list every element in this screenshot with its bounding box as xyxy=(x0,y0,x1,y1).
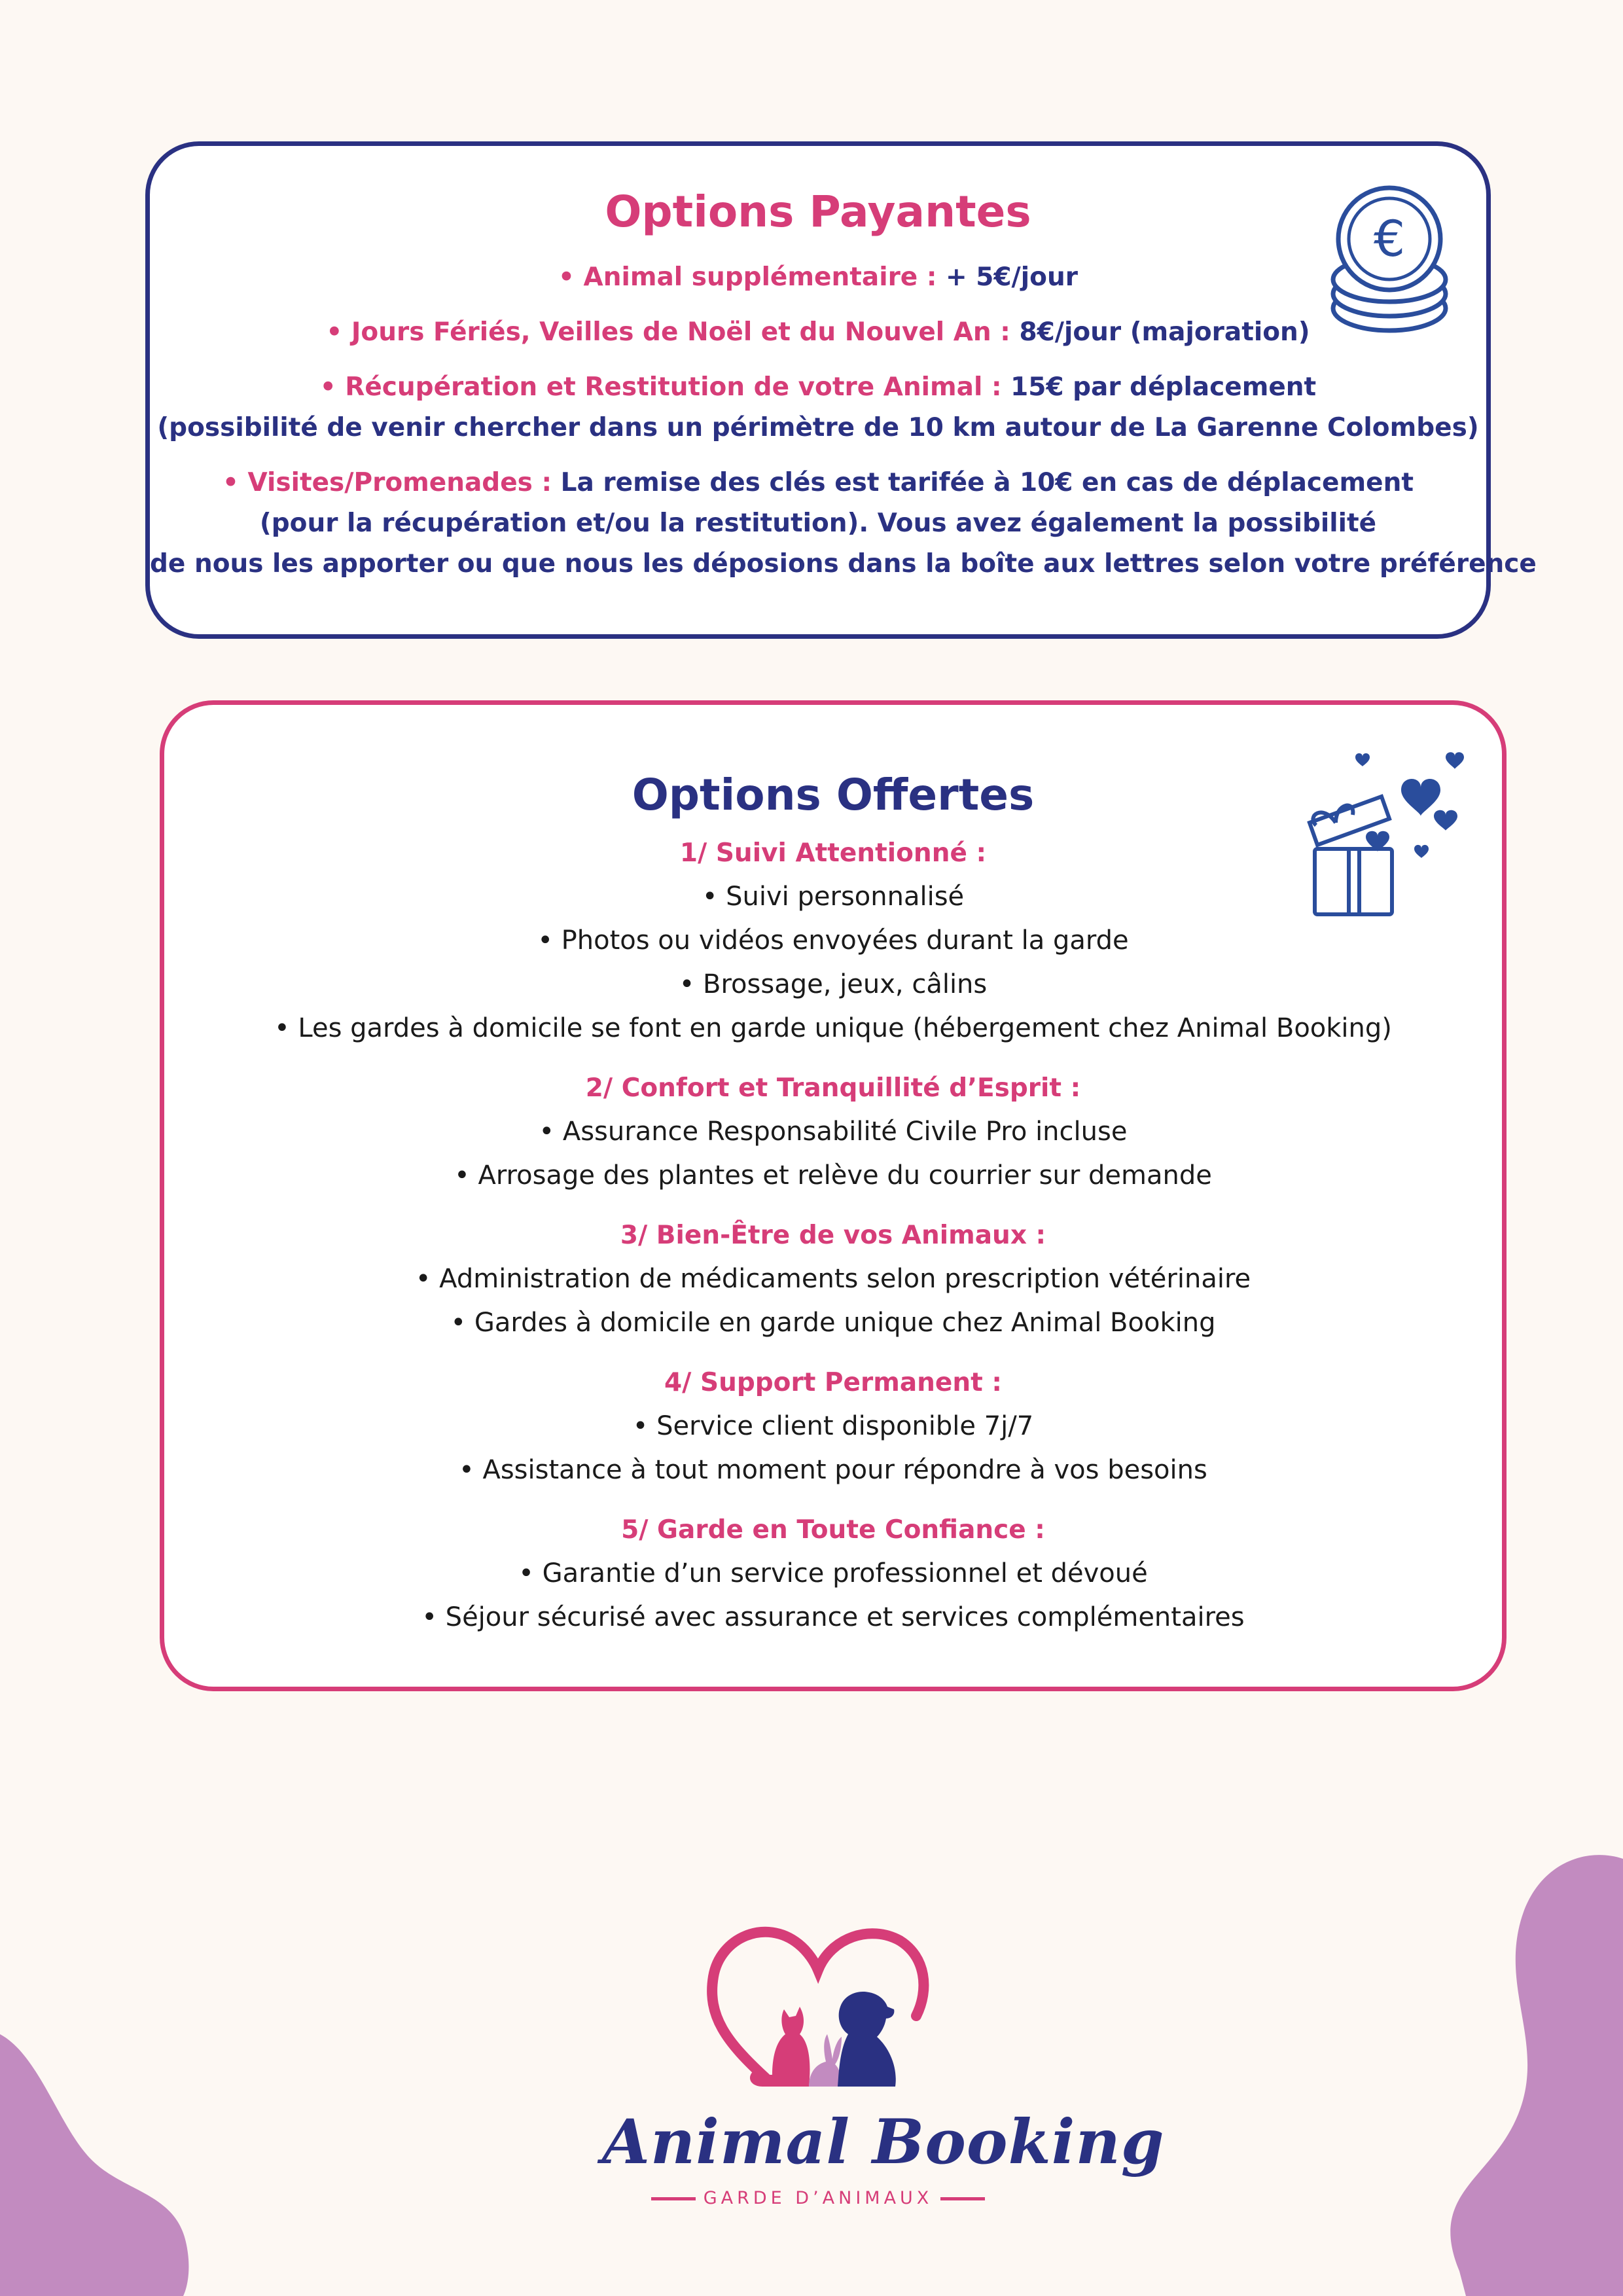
brand-name: Animal Booking xyxy=(602,2106,1165,2178)
free-options-title: Options Offertes xyxy=(632,770,1035,820)
list-item: • Suivi personnalisé xyxy=(702,882,965,912)
section-heading: 3/ Bien-Être de vos Animaux : xyxy=(620,1221,1046,1250)
paid-line-pickup: • Récupération et Restitution de votre Animal : 15€ par déplacement xyxy=(319,372,1317,402)
svg-text:€: € xyxy=(1373,209,1406,268)
list-item: • Photos ou vidéos envoyées durant la garde xyxy=(537,925,1129,956)
free-section-4 xyxy=(164,1361,1502,1492)
free-section-3 xyxy=(164,1213,1502,1345)
paid-line-visits-note-1: (pour la récupération et/ou la restitution). Vous avez également la possibilité xyxy=(259,509,1377,538)
list-item: • Brossage, jeux, câlins xyxy=(679,969,988,999)
paid-options-card xyxy=(145,141,1537,639)
list-item: • Les gardes à domicile se font en garde unique (hébergement chez Animal Booking) xyxy=(274,1013,1392,1043)
heart-pets-logo-icon xyxy=(700,1911,936,2101)
section-heading: 4/ Support Permanent : xyxy=(664,1368,1002,1397)
euro-coins-icon xyxy=(1329,185,1460,336)
list-item: • Gardes à domicile en garde unique chez Animal Booking xyxy=(450,1308,1216,1338)
free-section-5 xyxy=(164,1508,1502,1640)
tagline-bar-right xyxy=(940,2197,985,2200)
decorative-blob-left xyxy=(0,2029,196,2296)
gift-hearts-icon xyxy=(1303,751,1473,921)
paid-options-title: Options Payantes xyxy=(605,187,1031,237)
section-heading: 1/ Suivi Attentionné : xyxy=(679,838,987,868)
list-item: • Assistance à tout moment pour répondre à vos besoins xyxy=(459,1455,1207,1485)
free-section-1 xyxy=(164,831,1502,1050)
list-item: • Séjour sécurisé avec assurance et services complémentaires xyxy=(421,1602,1245,1632)
list-item: • Administration de médicaments selon prescription vétérinaire xyxy=(415,1264,1251,1294)
paid-line-holidays: • Jours Fériés, Veilles de Noël et du Nouvel An : 8€/jour (majoration) xyxy=(326,317,1310,347)
brand-tagline: GARDE D’ANIMAUX xyxy=(602,2188,1034,2208)
tagline-bar-left xyxy=(651,2197,696,2200)
list-item: • Assurance Responsabilité Civile Pro incluse xyxy=(539,1117,1128,1147)
section-heading: 2/ Confort et Tranquillité d’Esprit : xyxy=(585,1073,1081,1103)
paid-line-visits: • Visites/Promenades : La remise des clés est tarifée à 10€ en cas de déplacement xyxy=(223,468,1414,497)
free-options-card xyxy=(160,700,1507,1691)
decorative-blob-right xyxy=(1387,1852,1623,2296)
list-item: • Garantie d’un service professionnel et dévoué xyxy=(518,1558,1148,1588)
paid-line-pickup-note: (possibilité de venir chercher dans un périmètre de 10 km autour de La Garenne Colombes) xyxy=(157,413,1479,442)
free-section-2 xyxy=(164,1066,1502,1198)
brand-logo xyxy=(602,1911,1165,2219)
list-item: • Service client disponible 7j/7 xyxy=(632,1411,1034,1441)
list-item: • Arrosage des plantes et relève du courrier sur demande xyxy=(454,1160,1212,1191)
section-heading: 5/ Garde en Toute Confiance : xyxy=(621,1515,1045,1545)
paid-line-extra-animal: • Animal supplémentaire : + 5€/jour xyxy=(558,262,1078,292)
paid-line-visits-note-2: de nous les apporter ou que nous les déposions dans la boîte aux lettres selon votre préférence xyxy=(150,549,1537,579)
